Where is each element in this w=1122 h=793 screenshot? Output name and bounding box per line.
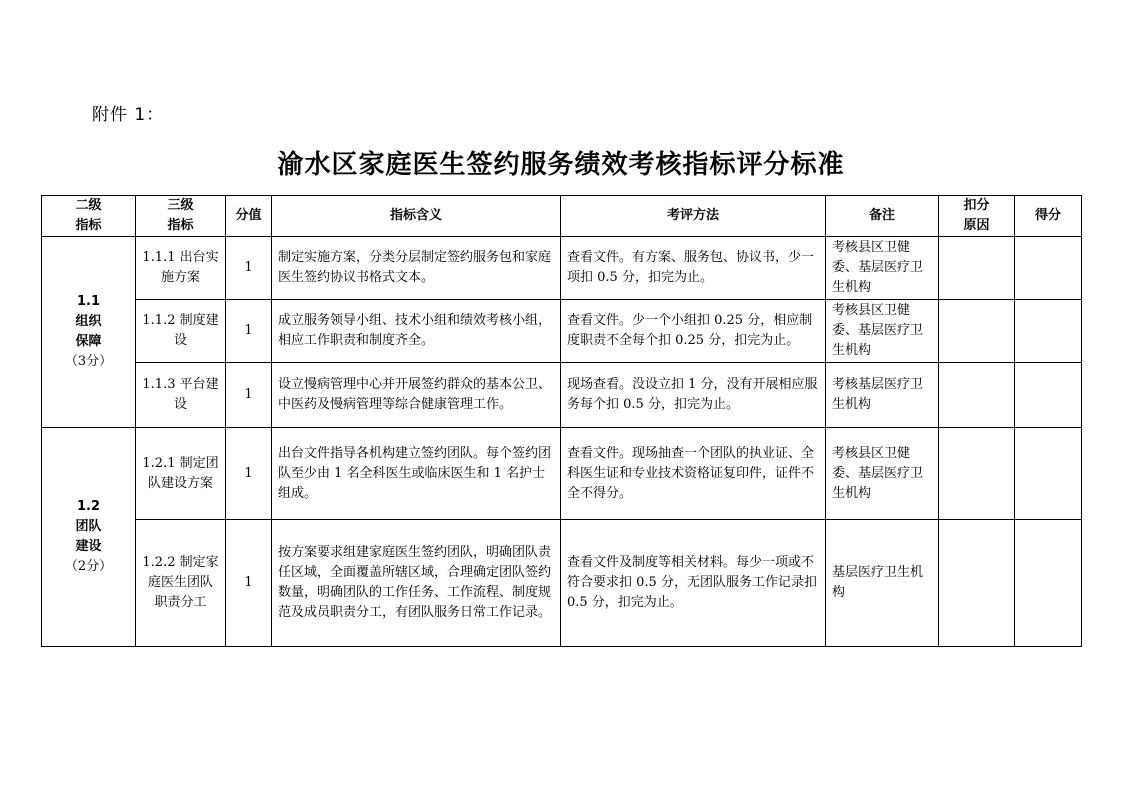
item-result[interactable]: [1015, 363, 1082, 428]
item-note: 考核县区卫健委、基层医疗卫生机构: [826, 428, 939, 520]
item-method: 查看文件。少一个小组扣 0.25 分，相应制度职责不全每个扣 0.25 分，扣完为止。: [561, 300, 826, 363]
item-method: 查看文件。有方案、服务包、协议书，少一项扣 0.5 分，扣完为止。: [561, 237, 826, 300]
table-row: [42, 428, 1082, 520]
section-score: （2分）: [64, 559, 113, 574]
section-cell-1-2: [42, 428, 136, 647]
item-result[interactable]: [1015, 428, 1082, 520]
section-code: 1.2: [76, 499, 101, 514]
section-cell-1-1: [42, 237, 136, 428]
header-deduction-reason: 扣分 原因: [939, 196, 1015, 237]
header-note: 备注: [826, 196, 939, 237]
item-score: 1: [226, 428, 272, 520]
item-score: 1: [226, 237, 272, 300]
header-meaning: 指标含义: [272, 196, 561, 237]
item-meaning: 成立服务领导小组、技术小组和绩效考核小组，相应工作职责和制度齐全。: [272, 300, 561, 363]
table-header-row: [42, 196, 1082, 237]
item-score: 1: [226, 520, 272, 647]
item-deduction-reason[interactable]: [939, 520, 1015, 647]
item-meaning: 出台文件指导各机构建立签约团队。每个签约团队至少由 1 名全科医生或临床医生和 1 名护士组成。: [272, 428, 561, 520]
item-deduction-reason[interactable]: [939, 428, 1015, 520]
item-result[interactable]: [1015, 520, 1082, 647]
section-code: 1.1: [76, 294, 101, 309]
item-score: 1: [226, 363, 272, 428]
header-level2-indicator: 二级 指标: [42, 196, 136, 237]
item-note: 考核基层医疗卫生机构: [826, 363, 939, 428]
item-name: 1.2.1 制定团队建设方案: [136, 428, 226, 520]
item-name: 1.1.2 制度建设: [136, 300, 226, 363]
section-name-line2: 建设: [75, 539, 102, 554]
item-name: 1.1.3 平台建设: [136, 363, 226, 428]
table-row: [42, 300, 1082, 363]
header-result: 得分: [1015, 196, 1082, 237]
item-note: 基层医疗卫生机构: [826, 520, 939, 647]
item-meaning: 制定实施方案，分类分层制定签约服务包和家庭医生签约协议书格式文本。: [272, 237, 561, 300]
header-level3-indicator: 三级 指标: [136, 196, 226, 237]
header-score: 分值: [226, 196, 272, 237]
item-method: 查看文件及制度等相关材料。每少一项或不符合要求扣 0.5 分，无团队服务工作记录扣 0.5 分，扣完为止。: [561, 520, 826, 647]
item-method: 现场查看。没设立扣 1 分，没有开展相应服务每个扣 0.5 分，扣完为止。: [561, 363, 826, 428]
section-name-line2: 保障: [75, 334, 102, 349]
section-name-line1: 团队: [75, 519, 102, 534]
item-meaning: 按方案要求组建家庭医生签约团队，明确团队责任区域，全面覆盖所辖区域，合理确定团队签约数量，明确团队的工作任务、工作流程、制度规范及成员职责分工，有团队服务日常工作记录。: [272, 520, 561, 647]
item-result[interactable]: [1015, 237, 1082, 300]
item-meaning: 设立慢病管理中心并开展签约群众的基本公卫、中医药及慢病管理等综合健康管理工作。: [272, 363, 561, 428]
scoring-table: [41, 195, 1082, 647]
item-note: 考核县区卫健委、基层医疗卫生机构: [826, 237, 939, 300]
header-method: 考评方法: [561, 196, 826, 237]
item-name: 1.2.2 制定家庭医生团队职责分工: [136, 520, 226, 647]
item-deduction-reason[interactable]: [939, 300, 1015, 363]
section-score: （3分）: [64, 354, 113, 369]
document-title: 渝水区家庭医生签约服务绩效考核指标评分标准: [277, 150, 845, 180]
item-deduction-reason[interactable]: [939, 363, 1015, 428]
item-method: 查看文件。现场抽查一个团队的执业证、全科医生证和专业技术资格证复印件，证件不全不得分。: [561, 428, 826, 520]
table-row: [42, 237, 1082, 300]
section-name-line1: 组织: [75, 314, 102, 329]
table-row: [42, 520, 1082, 647]
table-row: [42, 363, 1082, 428]
item-score: 1: [226, 300, 272, 363]
item-deduction-reason[interactable]: [939, 237, 1015, 300]
attachment-label: 附件 1：: [92, 105, 165, 125]
item-result[interactable]: [1015, 300, 1082, 363]
item-note: 考核县区卫健委、基层医疗卫生机构: [826, 300, 939, 363]
item-name: 1.1.1 出台实施方案: [136, 237, 226, 300]
